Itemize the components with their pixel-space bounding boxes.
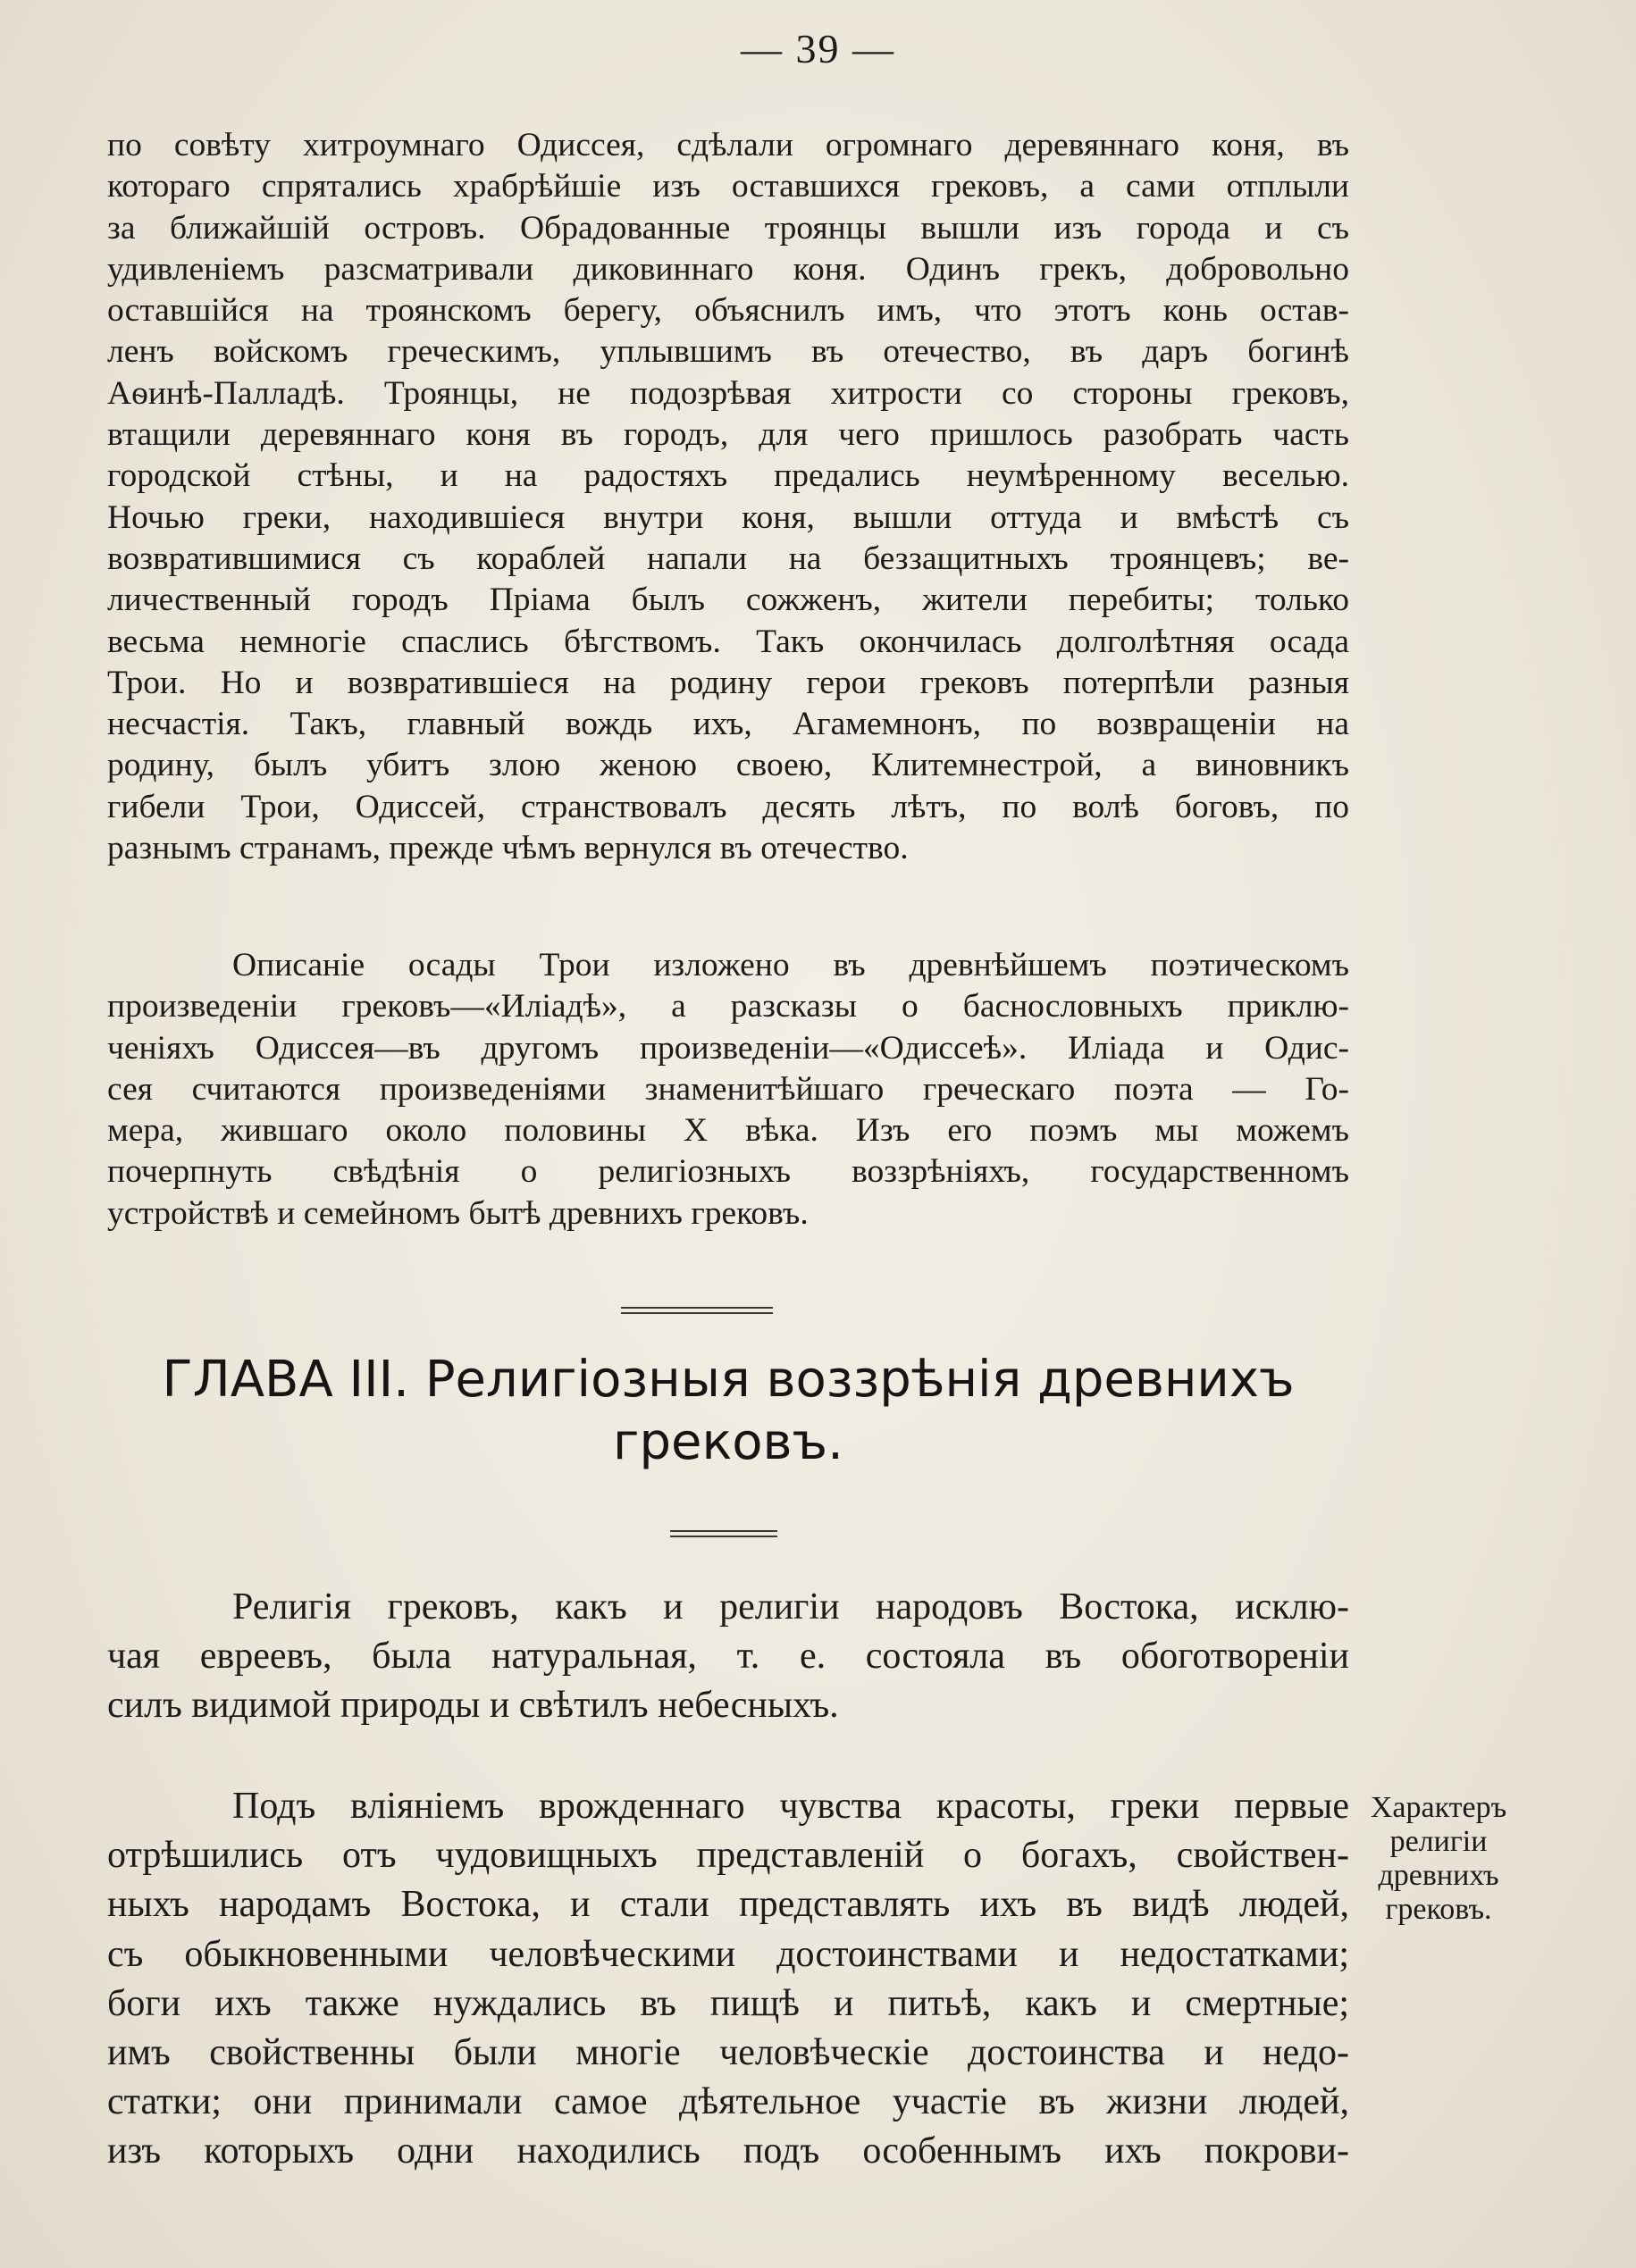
text-line: произведеніи грековъ—«Иліадѣ», а разсказы о баснословныхъ приклю- [107, 988, 1349, 1025]
text-line: личественный городъ Пріама былъ сожженъ, жители перебиты; только [107, 582, 1349, 619]
chapter-heading-line-1: ГЛАВА III. Религіозныя воззрѣнія древнихъ [162, 1351, 1295, 1409]
text-line: городской стѣны, и на радостяхъ предались неумѣренному веселью. [107, 457, 1349, 495]
text-line: ныхъ народамъ Востока, и стали представлять ихъ въ видѣ людей, [107, 1884, 1349, 1926]
chapter-heading [107, 1349, 1349, 1474]
text-line: сея считаются произведеніями знаменитѣйшаго греческаго поэта — Го- [107, 1070, 1349, 1108]
text-line: ченіяхъ Одиссея—въ другомъ произведеніи—«Одиссеѣ». Иліада и Одис- [107, 1029, 1349, 1067]
paragraph-natural-religion [107, 1583, 1349, 1731]
text-line: по совѣту хитроумнаго Одиссея, сдѣлали огромнаго деревяннаго коня, въ [107, 127, 1349, 163]
text-line: втащили деревяннаго коня въ городъ, для чего пришлось разобрать часть [107, 416, 1349, 454]
section-divider-bottom [670, 1530, 777, 1532]
section-divider-top [621, 1307, 773, 1309]
margin-note-line: религіи [1389, 1825, 1488, 1858]
text-line: Религія грековъ, какъ и религіи народовъ Востока, исклю- [232, 1586, 1349, 1628]
text-line: устройствѣ и семейномъ бытѣ древнихъ грековъ. [107, 1194, 809, 1232]
text-line: почерпнуть свѣдѣнія о религіозныхъ воззрѣніяхъ, государственномъ [107, 1153, 1349, 1191]
text-line: родину, былъ убитъ злою женою своею, Клитемнестрой, а виновникъ [107, 747, 1349, 784]
text-line: имъ свойственны были многіе человѣческіе достоинства и недо- [107, 2031, 1349, 2073]
text-line: боги ихъ также нуждались въ пищѣ и питьѣ, какъ и смертные; [107, 1982, 1349, 2024]
margin-note-line: Характеръ [1370, 1791, 1507, 1824]
text-line: котораго спрятались храбрѣйшіе изъ оставшихся грековъ, а сами отплыли [107, 168, 1349, 205]
text-line: несчастія. Такъ, главный вождь ихъ, Агамемнонъ, по возвращеніи на [107, 706, 1349, 743]
text-line: изъ которыхъ одни находились подъ особеннымъ ихъ покрови- [107, 2130, 1349, 2172]
text-line: оставшійся на троянскомъ берегу, объяснилъ имъ, что этотъ конь остав- [107, 292, 1349, 330]
text-line: статки; они принимали самое дѣятельное участіе въ жизни людей, [107, 2081, 1349, 2123]
section-divider-bottom-double [670, 1536, 777, 1537]
text-line: ленъ войскомъ греческимъ, уплывшимъ въ отечество, въ даръ богинѣ [107, 333, 1349, 371]
margin-note-line: древнихъ [1378, 1859, 1499, 1892]
text-line: чая евреевъ, была натуральная, т. е. состояла въ обоготвореніи [107, 1636, 1349, 1678]
text-line: съ обыкновенными человѣческими достоинствами и недостатками; [107, 1933, 1349, 1975]
text-line: удивленіемъ разсматривали диковиннаго коня. Одинъ грекъ, добровольно [107, 250, 1349, 288]
section-divider-top-double [621, 1312, 773, 1314]
paragraph-homer [107, 945, 1349, 1234]
text-line: Ночью греки, находившіеся внутри коня, вышли оттуда и вмѣстѣ съ [107, 498, 1349, 536]
page-number: — 39 — [741, 26, 895, 71]
margin-note-line: грековъ. [1385, 1893, 1492, 1926]
paragraph-troy-siege [107, 125, 1349, 869]
text-line: Аѳинѣ-Палладѣ. Троянцы, не подозрѣвая хитрости со стороны грековъ, [107, 374, 1349, 412]
text-line: отрѣшились отъ чудовищныхъ представленій о богахъ, свойствен- [107, 1835, 1349, 1877]
text-line: силъ видимой природы и свѣтилъ небесныхъ. [107, 1685, 839, 1727]
text-line: весьма немногіе спаслись бѣгствомъ. Такъ окончилась долголѣтняя осада [107, 623, 1349, 660]
margin-note [1358, 1791, 1519, 1927]
text-line: гибели Трои, Одиссей, странствовалъ десять лѣтъ, по волѣ боговъ, по [107, 788, 1349, 825]
paragraph-gods-as-people [107, 1782, 1349, 2177]
text-line: возвратившимися съ кораблей напали на беззащитныхъ троянцевъ; ве- [107, 540, 1349, 577]
text-line: Описаніе осады Трои изложено въ древнѣйшемъ поэтическомъ [232, 947, 1349, 983]
text-line: разнымъ странамъ, прежде чѣмъ вернулся въ отечество. [107, 830, 909, 867]
text-line: за ближайшій островъ. Обрадованные троянцы вышли изъ города и съ [107, 209, 1349, 247]
text-line: Подъ вліяніемъ врожденнаго чувства красоты, греки первые [232, 1786, 1349, 1827]
chapter-heading-line-2: грековъ. [613, 1413, 843, 1471]
text-line: мера, жившаго около половины X вѣка. Изъ его поэмъ мы можемъ [107, 1112, 1349, 1150]
text-line: Трои. Но и возвратившіеся на родину герои грековъ потерпѣли разныя [107, 664, 1349, 701]
